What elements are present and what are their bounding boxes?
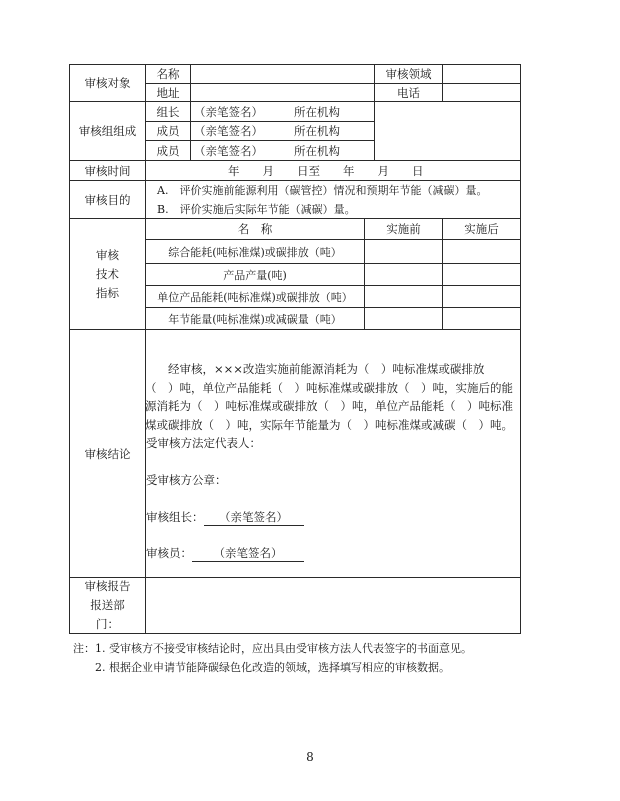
col-after-header: 实施后: [464, 222, 499, 236]
after-value-field[interactable]: [443, 240, 520, 263]
phone-label: 电话: [397, 85, 420, 100]
before-value-field[interactable]: [365, 240, 442, 263]
address-field[interactable]: [191, 84, 374, 101]
phone-field[interactable]: [443, 84, 520, 101]
note-1: 注：1. 受审核方不接受审核结论时，应出具由受审核方法人代表签字的书面意见。: [73, 642, 472, 655]
purpose-item-a: A. 评价实施前能源利用（碳管控）情况和预期年节能（减碳）量。: [157, 184, 488, 197]
conclusion-paragraph: 经审核，×××改造实施前能源消耗为（ ）吨标准煤或碳排放（ ）吨，单位产品能耗（ ）吨标准煤或碳排放（ ）吨，实施后的能源消耗为（ ）吨标准煤或碳排放（ ）吨，单位产品能耗（ ）吨标准煤或碳排放（ ）吨，实际年节能量为（ ）吨标准煤或减碳（ ）吨。: [145, 362, 513, 432]
member-label: 成员: [156, 143, 180, 158]
time-range[interactable]: 年 月 日至 年 月 日: [228, 163, 424, 178]
purpose-header: 审核目的: [84, 192, 131, 207]
col-before-header: 实施前: [386, 222, 421, 236]
col-name-header: 名 称: [237, 222, 273, 236]
name-field[interactable]: [191, 65, 374, 83]
institution-label: 所在机构: [294, 124, 340, 138]
note-2: 2. 根据企业申请节能降碳绿色化改造的领域，选择填写相应的审核数据。: [95, 661, 450, 674]
institution-label: 所在机构: [294, 143, 340, 158]
name-label: 名称: [156, 67, 180, 81]
after-value-field[interactable]: [443, 286, 520, 307]
purpose-item-b: B. 评价实施后实际年节能（减碳）量。: [157, 202, 356, 216]
domain-field[interactable]: [443, 65, 520, 83]
address-label: 地址: [156, 85, 180, 100]
leader-signature-line[interactable]: [146, 509, 304, 526]
time-header: 审核时间: [84, 163, 131, 178]
after-value-field[interactable]: [443, 308, 520, 329]
report-department-field[interactable]: [146, 578, 520, 633]
grid-line: [374, 101, 375, 160]
leader-signature-hint: （亲笔签名）: [194, 104, 263, 119]
before-value-field[interactable]: [365, 286, 442, 307]
auditor-signature-line[interactable]: [146, 545, 304, 562]
report-header-cell: [70, 578, 145, 633]
before-value-field[interactable]: [365, 264, 442, 285]
report-header: 审核报告报送部门：: [84, 579, 131, 631]
notes: [73, 639, 472, 677]
indicators-header-cell: [70, 219, 145, 329]
indicators-header: 审核技术指标: [96, 247, 119, 300]
leader-signature-hint: （亲笔签名）: [204, 509, 304, 526]
leader-label: 组长: [156, 104, 180, 119]
grid-line: [520, 64, 521, 634]
grid-line: [69, 633, 521, 634]
before-value-field[interactable]: [365, 308, 442, 329]
domain-label: 审核领域: [385, 67, 432, 81]
indicator-row-label: 综合能耗(吨标准煤)或碳排放（吨）: [168, 245, 342, 259]
team-header: 审核组组成: [78, 124, 137, 138]
member-signature-hint: （亲笔签名）: [194, 124, 263, 138]
institution-label: 所在机构: [294, 104, 340, 119]
indicator-row-label: 产品产量(吨): [223, 268, 287, 282]
member-label: 成员: [156, 124, 180, 138]
audit-leader-label: 审核组长：: [146, 510, 204, 524]
conclusion-body: [145, 360, 513, 434]
auditor-label: 审核员：: [146, 546, 192, 560]
page-number: 8: [306, 750, 314, 764]
indicator-row-label: 年节能量(吨标准煤)或减碳量（吨）: [168, 312, 342, 326]
subject-header: 审核对象: [84, 76, 131, 90]
after-value-field[interactable]: [443, 264, 520, 285]
conclusion-header: 审核结论: [84, 446, 131, 461]
seal-label: 受审核方公章：: [146, 473, 227, 487]
auditor-signature-hint: （亲笔签名）: [192, 545, 304, 562]
member-signature-hint: （亲笔签名）: [194, 143, 263, 158]
indicator-row-label: 单位产品能耗(吨标准煤)或碳排放（吨）: [157, 290, 353, 304]
legal-rep-label: 受审核方法定代表人：: [146, 436, 261, 450]
